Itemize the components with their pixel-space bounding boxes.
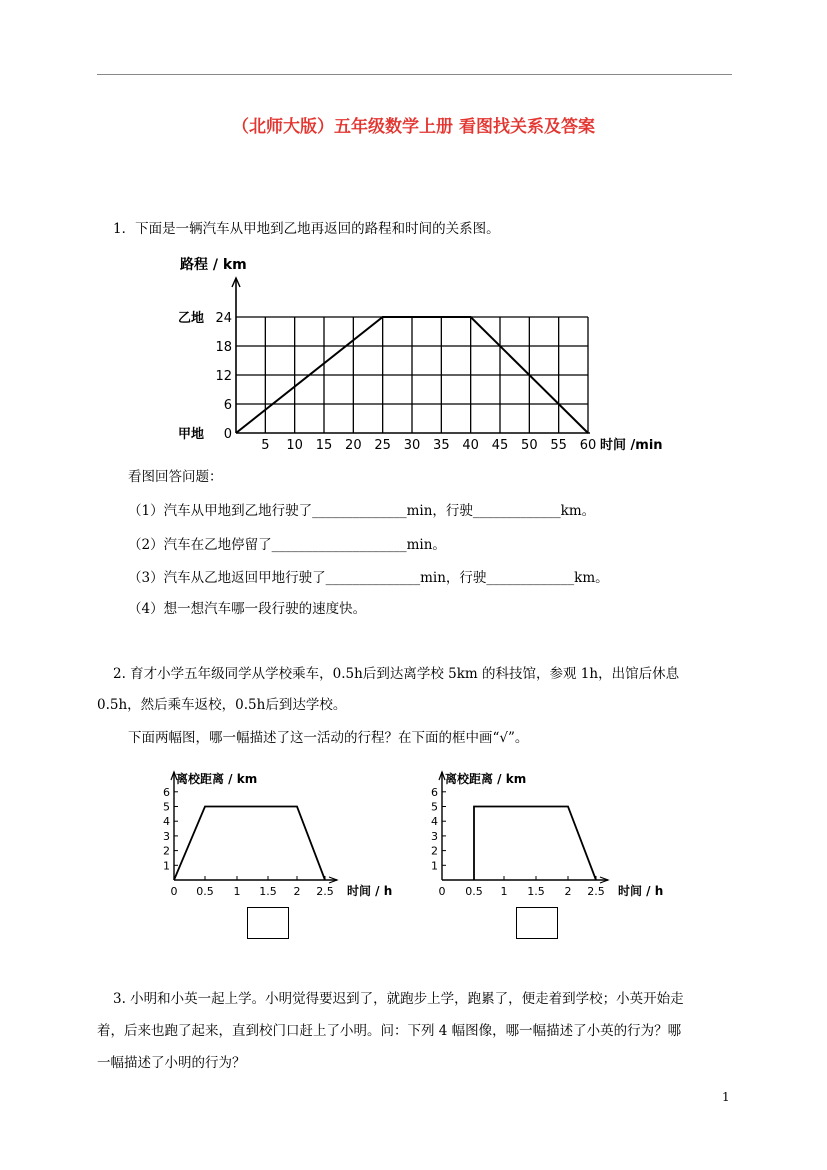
y-tick-label: 6 <box>431 785 438 799</box>
page-number: 1 <box>722 1090 730 1104</box>
y-axis-title: 路程 / km <box>180 257 247 273</box>
y-tick-label: 2 <box>163 844 170 858</box>
x-tick-label: 1 <box>233 885 241 898</box>
x-tick-label: 35 <box>433 438 450 453</box>
q1-item-2: （2）汽车在乙地停留了____________________min。 <box>128 537 446 553</box>
q2-line-3: 下面两幅图，哪一幅描述了这一活动的行程？在下面的框中画“√”。 <box>128 730 529 746</box>
x-axis-title: 时间 / h <box>347 884 393 898</box>
answer-box-graph-a[interactable] <box>247 907 289 939</box>
x-tick-label: 0.5 <box>196 885 214 898</box>
x-tick-label: 0 <box>170 885 178 898</box>
x-tick-label: 45 <box>491 438 509 453</box>
x-tick-label: 40 <box>462 438 479 453</box>
y-tick-label: 2 <box>431 844 438 858</box>
y-tick-label: 6 <box>163 785 170 799</box>
x-tick-label: 1 <box>500 885 508 898</box>
x-tick-label: 55 <box>550 438 567 453</box>
q2-line-1: 2. 育才小学五年级同学从学校乘车，0.5h后到达离学校 5km 的科技馆，参观 1h，出馆后休息 <box>113 666 680 682</box>
answer-box-graph-b[interactable] <box>516 907 558 939</box>
x-tick-label: 0.5 <box>465 885 483 898</box>
y-tick-label: 1 <box>431 859 438 873</box>
q1-intro: 看图回答问题： <box>128 469 223 485</box>
y-tick-label: 5 <box>431 800 438 814</box>
x-tick-label: 1.5 <box>527 885 545 898</box>
y-tick-label: 4 <box>163 815 170 829</box>
q2-line-2: 0.5h，然后乘车返校，0.5h后到达学校。 <box>97 697 347 713</box>
trip-line-graph-b <box>474 807 596 881</box>
q1-item-4: （4）想一想汽车哪一段行驶的速度快。 <box>128 601 367 617</box>
y-tick-label: 3 <box>431 829 438 843</box>
y-tick-label: 4 <box>431 815 438 829</box>
x-tick-label: 10 <box>286 438 303 453</box>
q3-line-3: 一幅描述了小明的行为？ <box>97 1055 246 1071</box>
x-tick-label: 0 <box>438 885 446 898</box>
q1-item-3: （3）汽车从乙地返回甲地行驶了______________min，行驶_____________km。 <box>128 570 609 586</box>
q3-line-1: 3. 小明和小英一起上学。小明觉得要迟到了，就跑步上学，跑累了，便走着到学校；小英开始走 <box>113 991 684 1007</box>
y-tick-label: 6 <box>223 398 232 413</box>
x-tick-label: 20 <box>345 438 362 453</box>
x-axis-title: 时间 / h <box>618 884 664 898</box>
q1-text: 1．下面是一辆汽车从甲地到乙地再返回的路程和时间的关系图。 <box>113 221 500 237</box>
y-place-label-top: 乙地 <box>178 311 205 326</box>
page-title: （北师大版）五年级数学上册 看图找关系及答案 <box>232 117 595 137</box>
y-tick-label: 1 <box>163 859 170 873</box>
x-tick-label: 15 <box>315 438 333 453</box>
y-tick-label: 12 <box>215 369 232 384</box>
y-place-label-bottom: 甲地 <box>178 427 205 442</box>
y-tick-label: 18 <box>215 340 232 355</box>
x-tick-label: 2 <box>564 885 572 898</box>
x-tick-label: 2.5 <box>316 885 334 898</box>
x-tick-label: 50 <box>521 438 538 453</box>
y-tick-label: 24 <box>215 311 232 326</box>
y-tick-label: 3 <box>163 829 170 843</box>
x-tick-label: 25 <box>374 438 391 453</box>
x-tick-label: 30 <box>403 438 421 453</box>
trip-line-graph-a <box>174 807 325 881</box>
x-tick-label: 2 <box>293 885 301 898</box>
x-tick-label: 1.5 <box>259 885 277 898</box>
y-axis-title: 离校距离 / km <box>445 772 527 786</box>
x-axis-title: 时间 /min <box>600 438 663 453</box>
q3-line-2: 着，后来也跑了起来，直到校门口赶上了小明。问：下列 4 幅图像，哪一幅描述了小英的行为？哪 <box>97 1023 682 1039</box>
y-axis-title: 离校距离 / km <box>176 772 258 786</box>
x-tick-label: 5 <box>261 438 270 453</box>
x-tick-label: 60 <box>579 438 597 453</box>
q1-item-1: （1）汽车从甲地到乙地行驶了______________min，行驶_____________km。 <box>128 503 596 519</box>
y-tick-label: 0 <box>223 427 232 442</box>
y-tick-label: 5 <box>163 800 170 814</box>
x-tick-label: 2.5 <box>587 885 605 898</box>
